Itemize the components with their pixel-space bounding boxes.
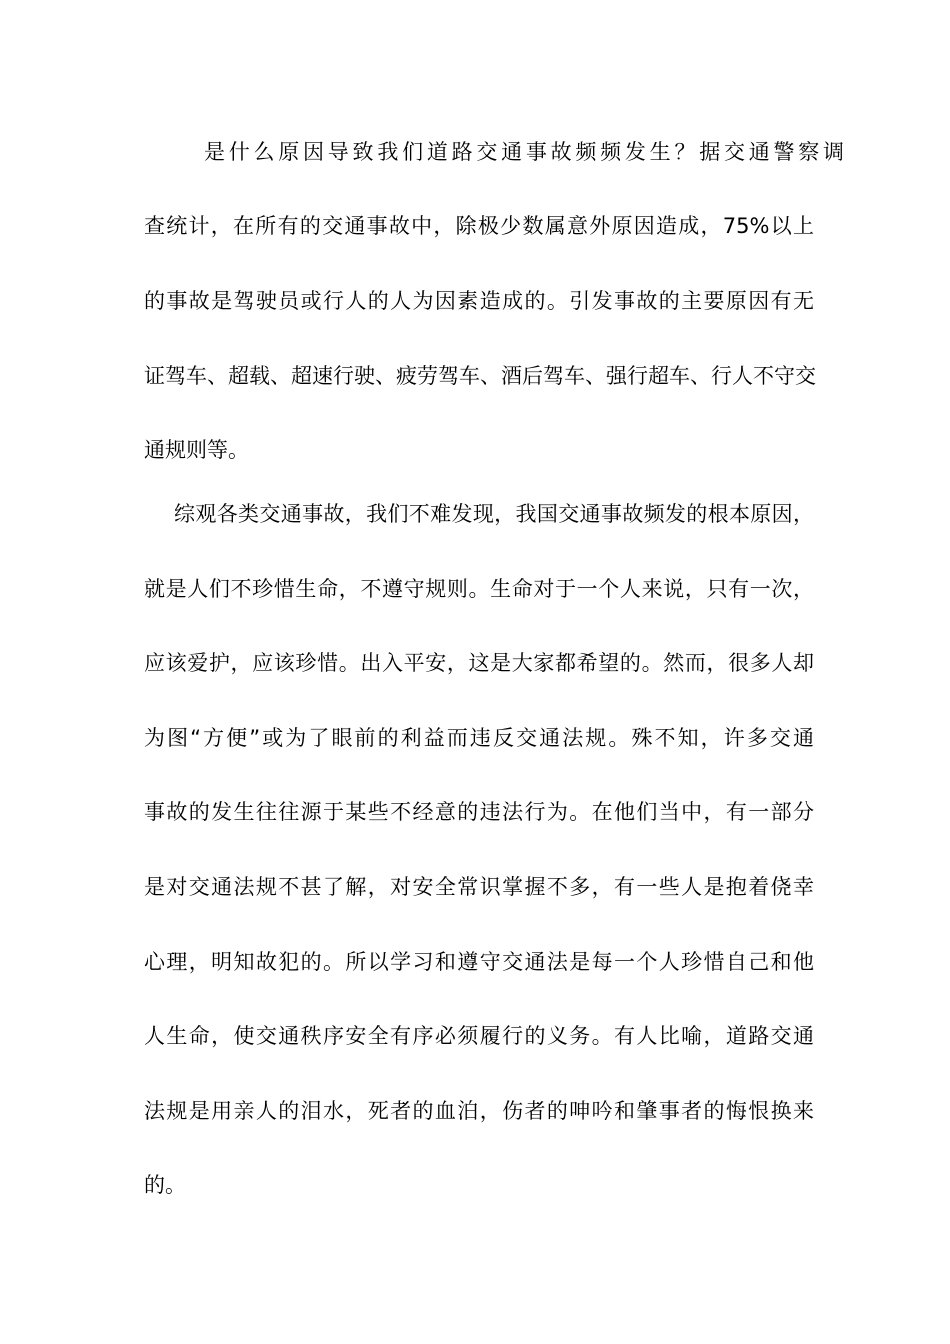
paragraph-2-line-7: 心理，明知故犯的。所以学习和遵守交通法是每一个人珍惜自己和他 — [144, 950, 814, 974]
paragraph-1-line-2: 查统计，在所有的交通事故中，除极少数属意外原因造成，75%以上 — [144, 214, 814, 238]
paragraph-2-line-4: 为图“方便”或为了眼前的利益而违反交通法规。殊不知，许多交通 — [144, 726, 814, 750]
paragraph-1-line-4: 证驾车、超载、超速行驶、疲劳驾车、酒后驾车、强行超车、行人不守交 — [144, 364, 816, 388]
paragraph-2-line-1: 综观各类交通事故，我们不难发现，我国交通事故频发的根本原因， — [174, 502, 814, 526]
paragraph-2-line-5: 事故的发生往往源于某些不经意的违法行为。在他们当中，有一部分 — [144, 800, 814, 824]
paragraph-1-line-1: 是什么原因导致我们道路交通事故频频发生？据交通警察调 — [204, 140, 844, 164]
paragraph-1-line-3: 的事故是驾驶员或行人的人为因素造成的。引发事故的主要原因有无 — [144, 289, 814, 313]
paragraph-2-line-10: 的。 — [144, 1173, 186, 1197]
paragraph-2-line-9: 法规是用亲人的泪水，死者的血泊，伤者的呻吟和肇事者的悔恨换来 — [144, 1099, 814, 1123]
paragraph-2-line-8: 人生命，使交通秩序安全有序必须履行的义务。有人比喻，道路交通 — [144, 1024, 814, 1048]
paragraph-2-line-6: 是对交通法规不甚了解，对安全常识掌握不多，有一些人是抱着侥幸 — [144, 875, 814, 899]
paragraph-1-line-5: 通规则等。 — [144, 438, 249, 462]
paragraph-2-line-2: 就是人们不珍惜生命，不遵守规则。生命对于一个人来说，只有一次， — [144, 577, 814, 601]
paragraph-2-line-3: 应该爱护，应该珍惜。出入平安，这是大家都希望的。然而，很多人却 — [144, 651, 814, 675]
